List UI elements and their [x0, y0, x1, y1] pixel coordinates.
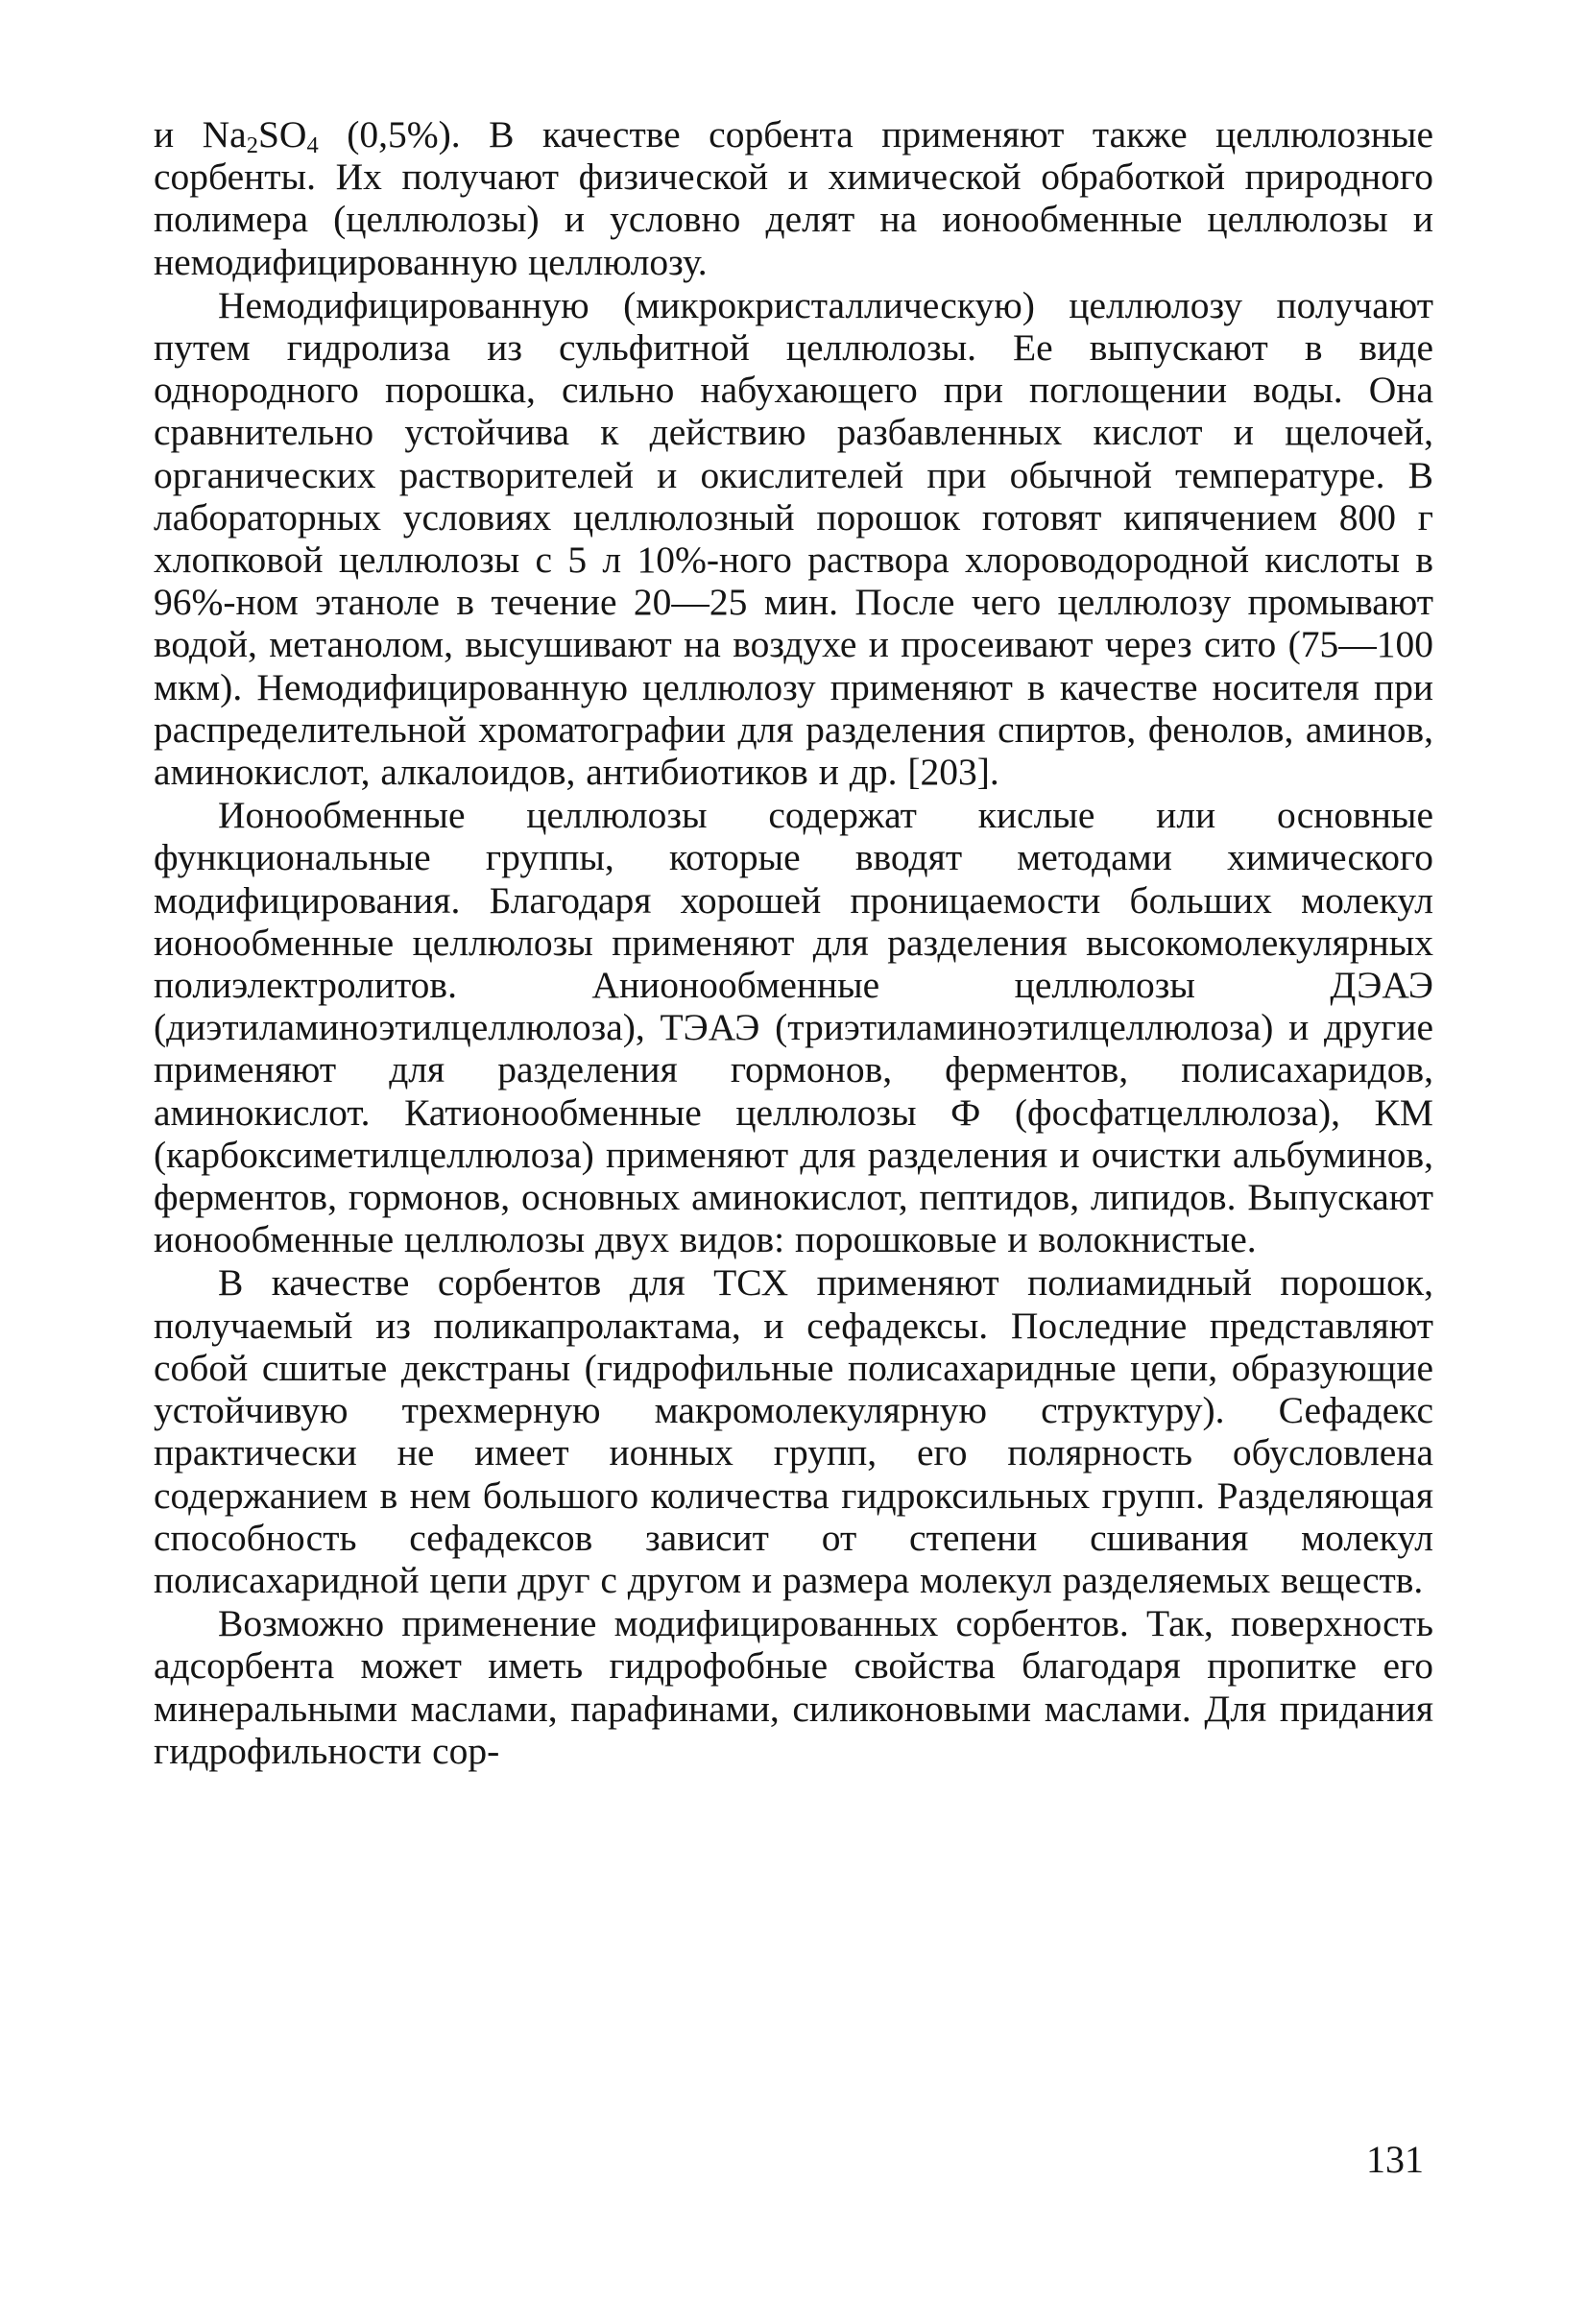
paragraph-1: и $Na_2SO_4$ (0,5%). В качестве сорбента применяют также целлюлозные сорбенты. Их получают физической и химической обработкой природного полимера (целлюлозы) и условно делят на ионообменные целлюлозы и немодифицированную целлюлозу.	[154, 113, 1433, 283]
paragraph-5: Возможно применение модифицированных сорбентов. Так, поверхность адсорбента может иметь гидрофобные свойства благодаря пропитке его минеральными маслами, парафинами, силиконовыми маслами. Для придания гидрофильности сор-	[154, 1602, 1433, 1772]
body-text	[154, 113, 1433, 1772]
page-number: 131	[1366, 2138, 1424, 2181]
paragraph-2: Немодифицированную (микрокристаллическую) целлюлозу получают путем гидролиза из сульфитной целлюлозы. Ее выпускают в виде однородного порошка, сильно набухающего при поглощении воды. Она сравнительно устойчива к действию разбавленных кислот и щелочей, органических растворителей и окислителей при обычной температуре. В лабораторных условиях целлюлозный порошок готовят кипячением 800 г хлопковой целлюлозы с 5 л 10%-ного раствора хлороводородной кислоты в 96%-ном этаноле в течение 20—25 мин. После чего целлюлозу промывают водой, метанолом, высушивают на воздухе и просеивают через сито (75—100 мкм). Немодифицированную целлюлозу применяют в качестве носителя при распределительной хроматографии для разделения спиртов, фенолов, аминов, аминокислот, алкалоидов, антибиотиков и др. [203].	[154, 283, 1433, 794]
paragraph-4: В качестве сорбентов для ТСХ применяют полиамидный порошок, получаемый из поликапролактама, и сефадексы. Последние представляют собой сшитые декстраны (гидрофильные полисахаридные цепи, образующие устойчивую трехмерную макромолекулярную структуру). Сефадекс практически не имеет ионных групп, его полярность обусловлена содержанием в нем большого количества гидроксильных групп. Разделяющая способность сефадексов зависит от степени сшивания молекул полисахаридной цепи друг с другом и размера молекул разделяемых веществ.	[154, 1261, 1433, 1601]
paragraph-3: Ионообменные целлюлозы содержат кислые или основные функциональные группы, которые вводят методами химического модифицирования. Благодаря хорошей проницаемости больших молекул ионообменные целлюлозы применяют для разделения высокомолекулярных полиэлектролитов. Анионообменные целлюлозы ДЭАЭ (диэтиламиноэтилцеллюлоза), ТЭАЭ (триэтиламиноэтилцеллюлоза) и другие применяют для разделения гормонов, ферментов, полисахаридов, аминокислот. Катионообменные целлюлозы Ф (фосфатцеллюлоза), КМ (карбоксиметилцеллюлоза) применяют для разделения и очистки альбуминов, ферментов, гормонов, основных аминокислот, пептидов, липидов. Выпускают ионообменные целлюлозы двух видов: порошковые и волокнистые.	[154, 794, 1433, 1261]
